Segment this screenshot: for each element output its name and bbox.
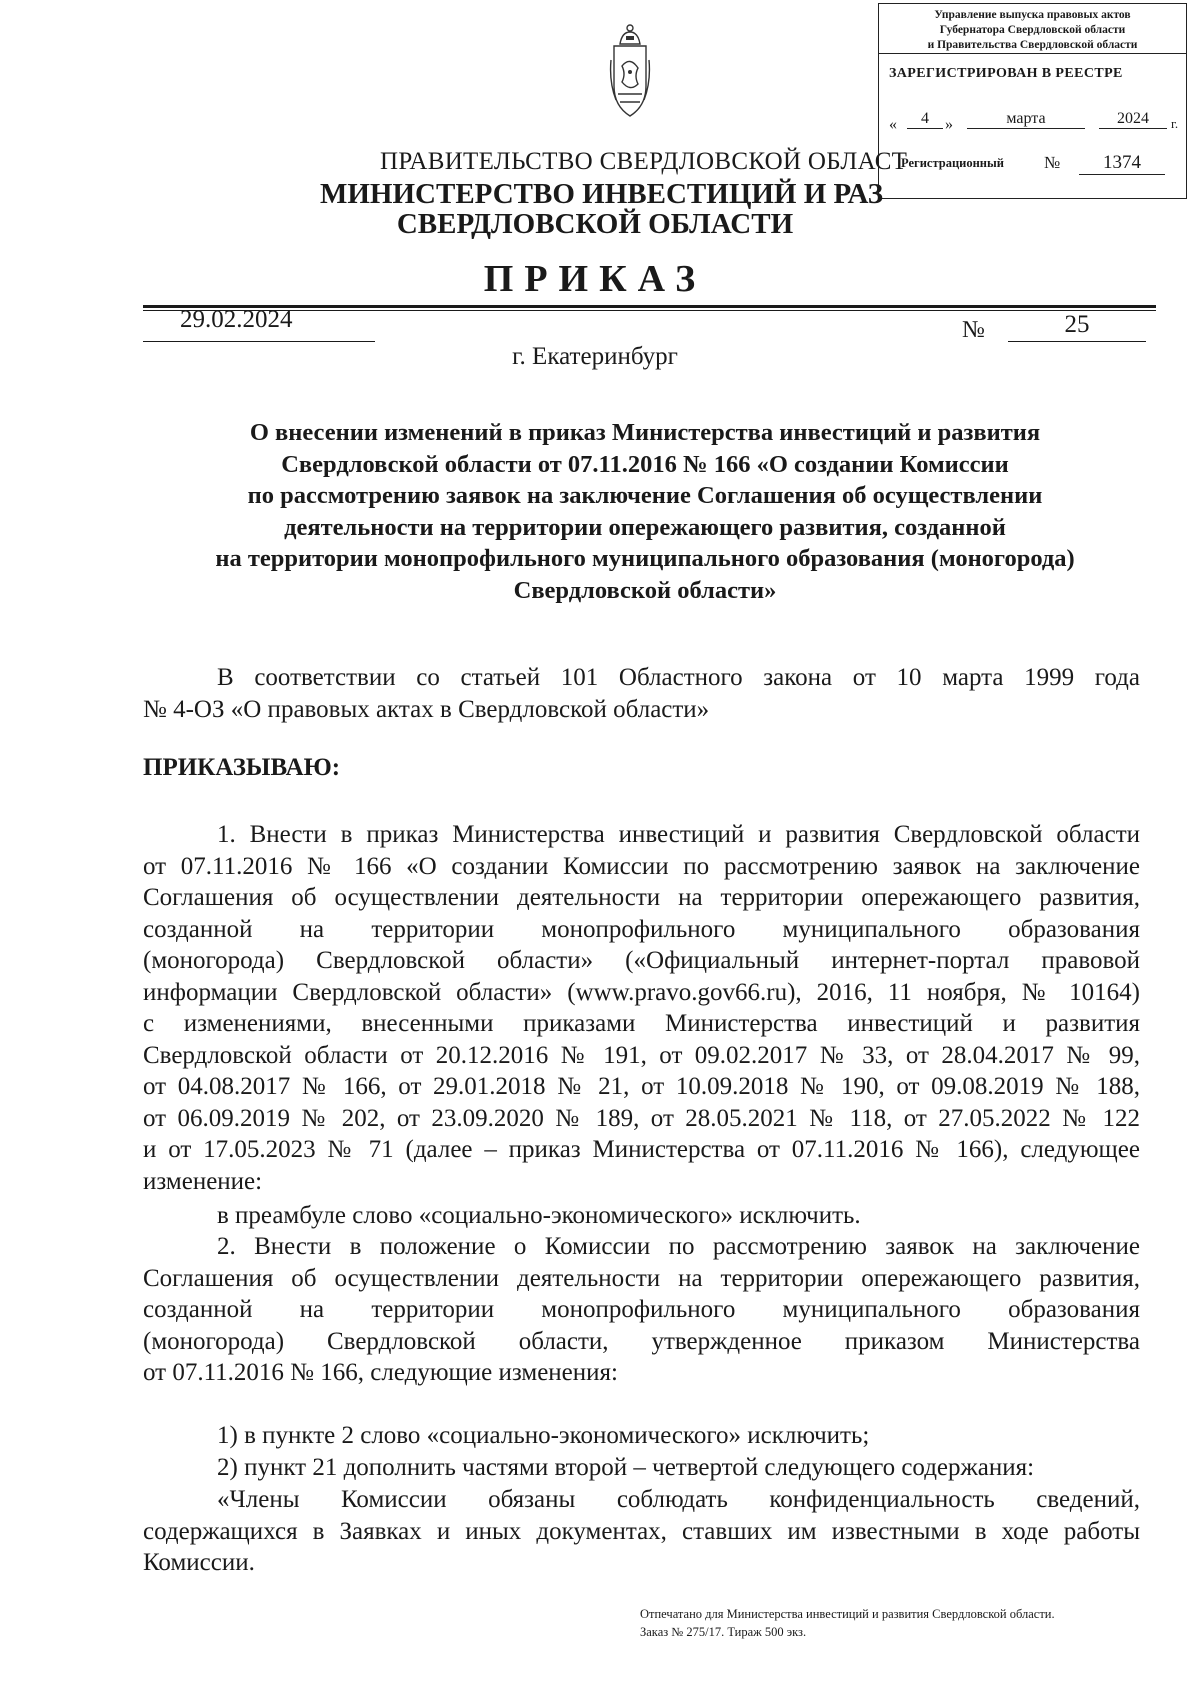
stamp-day: 4 — [907, 110, 943, 129]
stamp-reg-number-label: Регистрационный — [901, 156, 1004, 170]
order-number: 25 — [1064, 311, 1090, 338]
title-line: деятельности на территории опережающего развития, созданной — [284, 513, 1006, 541]
item-1-line: от 04.08.2017 № 166, от 29.01.2018 № 21, от 10.09.2018 № 190, от 09.08.2019 № 188, — [143, 1073, 1140, 1100]
header-divider-thin — [143, 310, 1156, 311]
quote-line: «Члены Комиссии обязаны соблюдать конфиденциальность сведений, — [217, 1486, 1140, 1513]
stamp-department-line: Управление выпуска правовых актов — [934, 9, 1131, 21]
item-1-line: созданной на территории монопрофильного муниципального образования — [143, 915, 1140, 943]
item-2-line: созданной на территории монопрофильного муниципального образования — [143, 1296, 1140, 1323]
item-1-line: 1. Внести в приказ Министерства инвестиций и развития Свердловской области — [217, 821, 1140, 848]
stamp-registered-label: ЗАРЕГИСТРИРОВАН В РЕЕСТРЕ — [889, 66, 1123, 81]
order-date: 29.02.2024 — [180, 306, 293, 333]
item-1-line: с изменениями, внесенными приказами Министерства инвестиций и развития — [143, 1010, 1140, 1037]
city: г. Екатеринбург — [512, 343, 678, 370]
stamp-quote-open: « — [889, 116, 897, 133]
preamble — [143, 662, 1140, 725]
item-1-line: Соглашения об осуществлении деятельности на территории опережающего развития, — [143, 884, 1140, 911]
title-line: Свердловской области» — [513, 576, 777, 604]
date-underline — [143, 341, 375, 342]
stamp-date — [889, 110, 1185, 136]
item-1-line: информации Свердловской области» (www.pravo.gov66.ru), 2016, 11 ноября, № 10164) — [143, 978, 1140, 1006]
quote-line: содержащихся в Заявках и иных документах, ставших им известными в ходе работы — [143, 1517, 1140, 1545]
header-divider — [143, 305, 1156, 308]
stamp-month: марта — [967, 110, 1085, 129]
item-1 — [143, 819, 1140, 1197]
item-2-line: Соглашения об осуществлении деятельности на территории опережающего развития, — [143, 1264, 1140, 1292]
print-footer — [640, 1605, 1180, 1641]
footer-line: Заказ № 275/17. Тираж 500 экз. — [640, 1625, 807, 1639]
stamp-department-line: и Правительства Свердловской области — [927, 39, 1138, 51]
title-line: по рассмотрению заявок на заключение Соглашения об осуществлении — [247, 482, 1043, 509]
title-line: О внесении изменений в приказ Министерства инвестиций и развития — [249, 419, 1041, 446]
item-1-line: (моногорода) Свердловской области» («Официальный интернет-портал правовой — [143, 947, 1140, 974]
title-line: на территории монопрофильного муниципального образования (моногорода) — [215, 545, 1075, 572]
item-2-sub-2: 2) пункт 21 дополнить частями второй – четвертой следующего содержания: — [217, 1454, 1035, 1481]
stamp-department — [879, 4, 1186, 54]
item-2-sub-1: 1) в пункте 2 слово «социально-экономического» исключить; — [217, 1422, 870, 1449]
orders-heading: ПРИКАЗЫВАЮ: — [143, 754, 341, 781]
ministry-name-line1: МИНИСТЕРСТВО ИНВЕСТИЦИЙ И РАЗ — [320, 178, 884, 210]
stamp-department-line: Губернатора Свердловской области — [939, 24, 1126, 36]
item-1-line: изменение: — [143, 1167, 263, 1195]
stamp-number-sign: № — [1044, 153, 1061, 172]
item-2-line: (моногорода) Свердловской области, утвержденное приказом Министерства — [143, 1327, 1140, 1355]
footer-line: Отпечатано для Министерства инвестиций и развития Свердловской области. — [640, 1607, 1055, 1621]
order-number-sign: № — [962, 317, 985, 343]
preamble-line: В соответствии со статьей 101 Областного закона от 10 марта 1999 года — [217, 664, 1140, 691]
government-name: ПРАВИТЕЛЬСТВО СВЕРДЛОВСКОЙ ОБЛАСТ — [380, 148, 908, 175]
item-1-line: и от 17.05.2023 № 71 (далее – приказ Министерства от 07.11.2016 № 166), следующее — [143, 1136, 1140, 1163]
stamp-year: 2024 — [1099, 110, 1167, 129]
ministry-name-line2: СВЕРДЛОВСКОЙ ОБЛАСТИ — [396, 208, 794, 240]
item-1-line: Свердловской области от 20.12.2016 № 191, от 09.02.2017 № 33, от 28.04.2017 № 99, — [143, 1041, 1140, 1069]
preamble-line: № 4-ОЗ «О правовых актах в Свердловской области» — [143, 695, 710, 723]
registration-stamp — [878, 3, 1187, 199]
stamp-reg-number-value: 1374 — [1079, 152, 1165, 175]
stamp-reg-number — [901, 152, 1185, 173]
quote-line: Комиссии. — [143, 1549, 255, 1576]
item-1-change: в преамбуле слово «социально-экономического» исключить. — [217, 1202, 861, 1229]
title-line: Свердловской области от 07.11.2016 № 166 «О создании Комиссии — [281, 450, 1009, 478]
stamp-quote-close: » — [945, 116, 953, 133]
item-2-line: от 07.11.2016 № 166, следующие изменения: — [143, 1359, 618, 1386]
document-type: ПРИКАЗ — [483, 258, 707, 300]
quote-paragraph — [143, 1484, 1140, 1579]
item-2-line: 2. Внести в положение о Комиссии по рассмотрению заявок на заключение — [217, 1233, 1140, 1260]
order-title — [160, 417, 1130, 606]
item-1-line: от 06.09.2019 № 202, от 23.09.2020 № 189, от 28.05.2021 № 118, от 27.05.2022 № 122 — [143, 1104, 1140, 1132]
coat-of-arms-icon — [608, 22, 652, 122]
item-1-line: от 07.11.2016 № 166 «О создании Комиссии по рассмотрению заявок на заключение — [143, 852, 1140, 880]
stamp-year-suffix: г. — [1171, 116, 1179, 131]
number-underline — [1008, 341, 1146, 342]
item-2 — [143, 1231, 1140, 1389]
